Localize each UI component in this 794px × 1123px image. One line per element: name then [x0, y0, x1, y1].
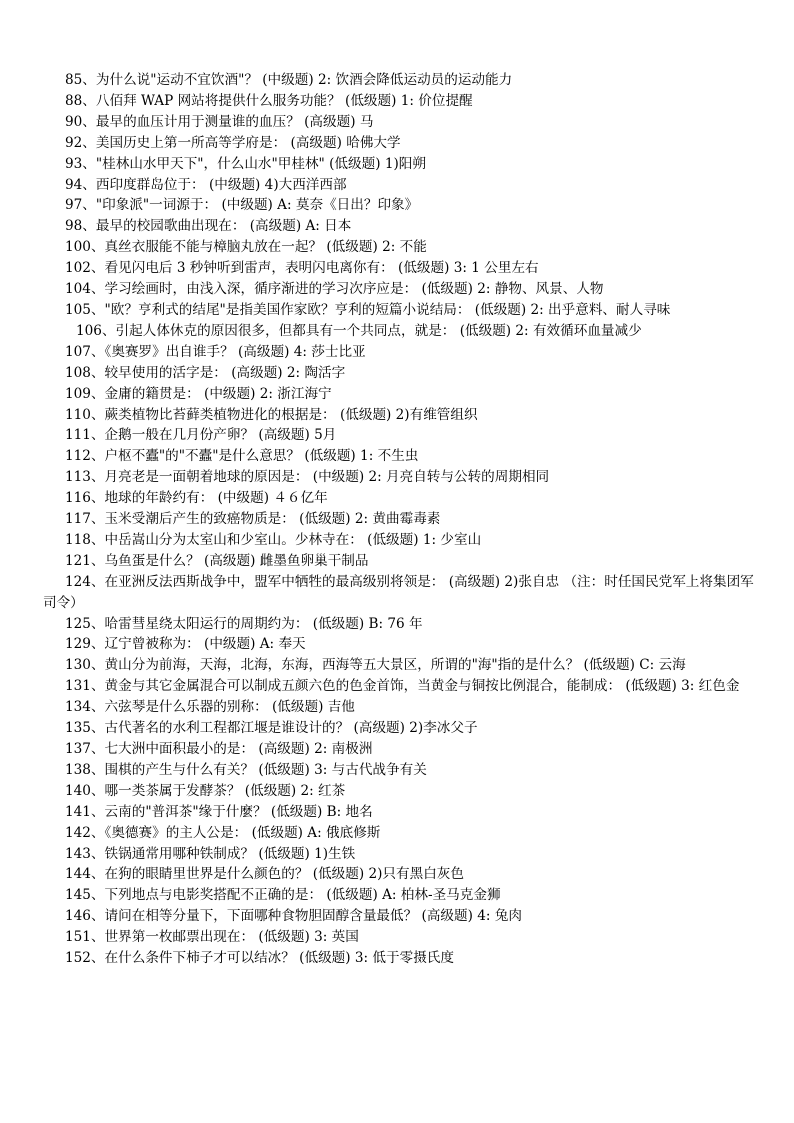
question-item: 118、中岳嵩山分为太室山和少室山。少林寺在： (低级题) 1: 少室山 — [65, 531, 482, 548]
question-item: 85、为什么说"运动不宜饮酒"？ (中级题) 2: 饮酒会降低运动员的运动能力 — [65, 72, 513, 88]
question-item: 107、《奥赛罗》出自谁手？ (高级题) 4: 莎士比亚 — [65, 343, 366, 360]
question-item: 131、黄金与其它金属混合可以制成五颜六色的色金首饰，当黄金与铜按比例混合，能制成： (低级题) 3: 红色金 — [65, 678, 740, 695]
question-item: 145、下列地点与电影奖搭配不正确的是： (低级题) A: 柏林-圣马克金狮 — [65, 887, 501, 904]
document-page — [43, 70, 755, 969]
question-item: 92、美国历史上第一所高等学府是： (高级题) 哈佛大学 — [65, 134, 401, 151]
question-item: 97、"印象派"一词源于： (中级题) A: 莫奈《日出？印象》 — [65, 197, 419, 214]
question-item: 111、企鹅一般在几月份产卵？ (高级题) 5月 — [65, 427, 337, 444]
question-item: 121、乌鱼蛋是什么？ (高级题) 雌墨鱼卵巢干制品 — [65, 552, 369, 569]
question-item: 134、六弦琴是什么乐器的别称： (低级题) 吉他 — [65, 699, 355, 716]
question-item: 142、《奥德赛》的主人公是： (低级题) A: 俄底修斯 — [65, 824, 381, 841]
question-item: 138、围棋的产生与什么有关？ (低级题) 3: 与古代战争有关 — [65, 761, 427, 778]
question-item: 117、玉米受潮后产生的致癌物质是： (低级题) 2: 黄曲霉毒素 — [65, 511, 441, 528]
question-item: 98、最早的校园歌曲出现在： (高级题) A: 日本 — [65, 218, 352, 235]
question-item: 141、云南的"普洱茶"缘于什麼？ (低级题) B: 地名 — [65, 803, 373, 820]
question-item: 88、八佰拜 WAP 网站将提供什么服务功能？ (低级题) 1: 价位提醒 — [65, 92, 473, 109]
question-item: 109、金庸的籍贯是： (中级题) 2: 浙江海宁 — [65, 385, 332, 402]
question-item: 125、哈雷彗星绕太阳运行的周期约为： (低级题) B: 76 年 — [65, 615, 423, 632]
question-item: 108、较早使用的活字是： (高级题) 2: 陶活字 — [65, 364, 346, 381]
question-item: 130、黄山分为前海，天海，北海，东海，西海等五大景区，所谓的"海"指的是什么？ (低级题) C: 云海 — [65, 657, 686, 674]
question-item: 146、请问在相等分量下，下面哪种食物胆固醇含量最低？ (高级题) 4: 兔肉 — [65, 908, 522, 925]
question-item: 124、在亚洲反法西斯战争中，盟军中牺牲的最高级别将领是： (高级题) 2)张自忠 （注：时任国民党军上将集团军司令） — [43, 573, 754, 611]
question-item: 105、"欧？亨利式的结尾"是指美国作家欧？亨利的短篇小说结局： (低级题) 2: 出乎意料、耐人寻味 — [65, 301, 671, 318]
question-item: 143、铁锅通常用哪种铁制成？ (低级题) 1)生铁 — [65, 845, 356, 862]
question-item: 144、在狗的眼睛里世界是什么颜色的？ (低级题) 2)只有黑白灰色 — [65, 866, 464, 883]
question-item: 106、引起人体休克的原因很多，但都具有一个共同点，就是： (低级题) 2: 有效循环血量减少 — [76, 322, 642, 339]
question-item: 90、最早的血压计用于测量谁的血压？ (高级题) 马 — [65, 113, 374, 130]
question-item: 112、户枢不蠹"的"不蠹"是什么意思？ (低级题) 1: 不生虫 — [65, 448, 419, 465]
question-item: 151、世界第一枚邮票出现在： (低级题) 3: 英国 — [65, 929, 359, 946]
question-item: 93、"桂林山水甲天下"，什么山水"甲桂林" (低级题) 1)阳朔 — [65, 155, 426, 172]
question-item: 135、古代著名的水利工程都江堰是谁设计的？ (高级题) 2)李冰父子 — [65, 720, 478, 737]
question-item: 137、七大洲中面积最小的是： (高级题) 2: 南极洲 — [65, 741, 373, 757]
question-item: 113、月亮老是一面朝着地球的原因是： (中级题) 2: 月亮自转与公转的周期相同 — [65, 469, 550, 486]
question-item: 102、看见闪电后 3 秒钟听到雷声，表明闪电离你有： (低级题) 3: 1 公里左右 — [65, 260, 539, 277]
question-item: 116、地球的年龄约有： (中级题) ４６亿年 — [65, 490, 328, 507]
question-item: 140、哪一类茶属于发酵茶？ (低级题) 2: 红茶 — [65, 782, 346, 799]
question-item: 152、在什么条件下柿子才可以结冰？ (低级题) 3: 低于零摄氏度 — [65, 950, 454, 967]
question-item: 100、真丝衣服能不能与樟脑丸放在一起？ (低级题) 2: 不能 — [65, 239, 427, 256]
question-item: 94、西印度群岛位于： (中级题) 4)大西洋西部 — [65, 176, 347, 193]
question-item: 129、辽宁曾被称为： (中级题) A: 奉天 — [65, 636, 306, 653]
question-item: 110、蕨类植物比苔藓类植物进化的根据是： (低级题) 2)有维管组织 — [65, 406, 478, 423]
question-item: 104、学习绘画时，由浅入深，循序渐进的学习次序应是： (低级题) 2: 静物、风景、人物 — [65, 281, 604, 298]
